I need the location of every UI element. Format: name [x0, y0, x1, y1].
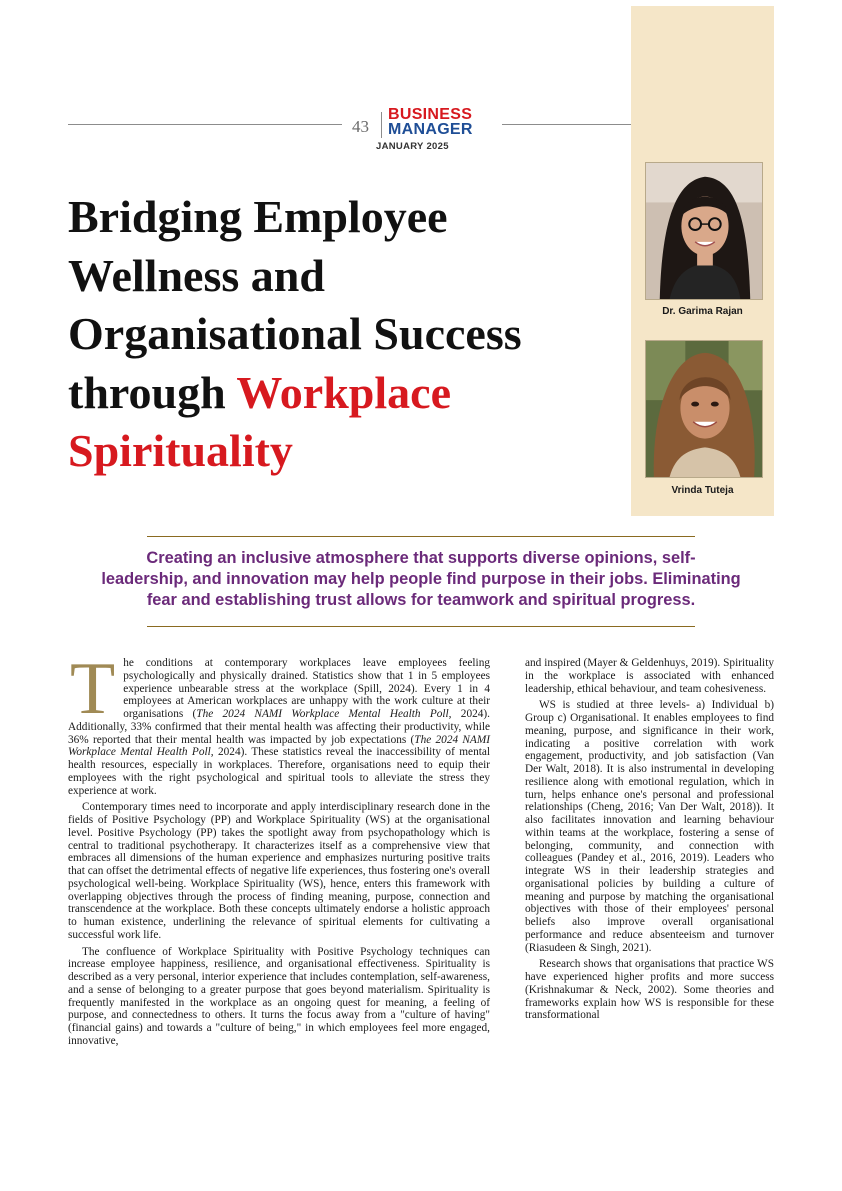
citation-nami-1: The 2024 NAMI Workplace Mental Health Poll, — [196, 708, 452, 720]
body-paragraph-4: and inspired (Mayer & Geldenhuys, 2019). Spirituality in the workplace is associated with enhanced leadership, ethical behaviour, and team cohesiveness. — [525, 657, 774, 695]
title-line-2: Wellness and — [68, 249, 325, 301]
title-line-4 — [68, 364, 628, 423]
author-photo-1 — [645, 162, 763, 300]
title-line-5: Spirituality — [68, 425, 293, 476]
author-name-1: Dr. Garima Rajan — [662, 306, 743, 317]
standfirst-line-2: leadership, and innovation may help people find purpose in their jobs. Eliminating — [101, 570, 741, 588]
standfirst-line-1: Creating an inclusive atmosphere that supports diverse opinions, self- — [146, 549, 696, 567]
portrait-illustration-2 — [646, 341, 762, 477]
header-rule-left — [68, 124, 342, 125]
body-paragraph-1 — [68, 648, 491, 797]
standfirst — [80, 548, 762, 611]
body-paragraph-5: WS is studied at three levels- a) Individual b) Group c) Organisational. It enables employees to find meaning, purpose, and significance in their work, indicating a positive correlation with work engagement, productivity, and job satisfaction (Van Der Walt, 2018). It is also instrumental in developing resilience along with emotional regulation, which in turn, helps enhance one's personal and professional relationships (Cheng, 2016; Van Der Walt, 2018)). It also facilitates innovation and learning behaviour within teams at the workplace, fostering a sense of belonging, community, and connection with colleagues (Pandey et al., 2016, 2019). Leaders who integrate WS in their leadership strategies and organisational policies by building a culture of meaning and purpose by matching the organisational objectives with those of their employees' personal beliefs also improve overall organisational performance and reduce absenteeism and turnover (Riasudeen & Singh, 2021). — [525, 699, 774, 954]
standfirst-rule-bottom — [147, 626, 695, 627]
paragraph-1-text-a: he conditions at contemporary workplaces leave employees feeling psychologically and physically drained. Statistics show that 1 in 5 employees experience unbearable stress at the workplace (Spill, 2024). Every 1 in 4 employees at American workplaces are unhappy with the work culture at their organisations ( — [123, 657, 490, 720]
body-column-left — [68, 648, 491, 1052]
citation-nami-2: The 2024 NAMI Workplace Mental Health Poll, — [68, 733, 490, 759]
page-number: 43 — [352, 117, 369, 136]
portrait-illustration-1 — [646, 163, 762, 299]
title-line-4-plain: through — [68, 366, 237, 418]
title-line-1: Bridging Employee — [68, 191, 448, 242]
body-paragraph-6: Research shows that organisations that practice WS have experienced higher profits and more success (Krishnakumar & Neck, 2002). Some theories and frameworks explain how WS is responsible for these transformational — [525, 958, 774, 1022]
magazine-logo — [388, 107, 473, 137]
body-paragraph-2: Contemporary times need to incorporate and apply interdisciplinary research done in the fields of Positive Psychology (PP) and Workplace Spirituality (WS) at the organisational level. Positive Psychology (PP) takes the spotlight away from psychopathology which is central to traditional psychotherapy. It characterizes itself as a comprehensive view that embraces all dimensions of the human experience and emphasizes nurturing positive traits that can offset the detrimental effects of negative life experiences, thus fostering one's overall psychological well-being. Workplace Spirituality (WS), hence, enters this framework with overlapping objectives through the process of finding meaning, purpose, connection and transcendence at the workplace. Both these concepts ultimately endorse a holistic approach to human existence, underlining the relevance of spiritual elements for cultivating a successful work life. — [68, 801, 490, 941]
header-separator — [381, 112, 382, 138]
paragraph-1-text-b: 2024). Additionally, 33% confirmed that their mental health was affecting their productivity, while 36% reported that their mental health was impacted by job expectations ( — [68, 708, 490, 746]
logo-word-business: BUSINESS — [388, 106, 473, 123]
title-line-3: Organisational Success — [68, 308, 522, 359]
body-paragraph-3: The confluence of Workplace Spirituality with Positive Psychology techniques can increase employee happiness, resilience, and organisational effectiveness. Spirituality is described as a very personal, interior experience that includes contemplation, self-awareness, and a sense of belonging to a greater purpose that goes beyond materialism. Spirituality is frequently manifested in the workplace as an ongoing quest for meaning, a feeling of purpose, and connectedness to others. It turns the focus away from a "culture of having" (financial gains) and towards a "culture of being," in which employees feel more engaged, innovative, — [68, 945, 490, 1047]
body-column-right — [525, 657, 774, 1026]
paragraph-1-text-c: 2024). These statistics reveal the inaccessibility of mental health resources, especially in workplaces. Therefore, organisations need to equip their employees with the right psychological and spiritual tools to alleviate the stress they experience at work. — [68, 746, 491, 797]
standfirst-line-3: fear and establishing trust allows for teamwork and spiritual progress. — [146, 591, 696, 609]
title-line-4-highlight: Workplace — [236, 366, 451, 418]
author-name-2: Vrinda Tuteja — [671, 485, 734, 496]
drop-cap: T — [70, 648, 116, 730]
issue-date: JANUARY 2025 — [376, 141, 449, 152]
standfirst-rule-top — [147, 536, 695, 537]
logo-word-manager: MANAGER — [388, 121, 473, 138]
article-title — [68, 188, 628, 481]
author-photo-2 — [645, 340, 763, 478]
